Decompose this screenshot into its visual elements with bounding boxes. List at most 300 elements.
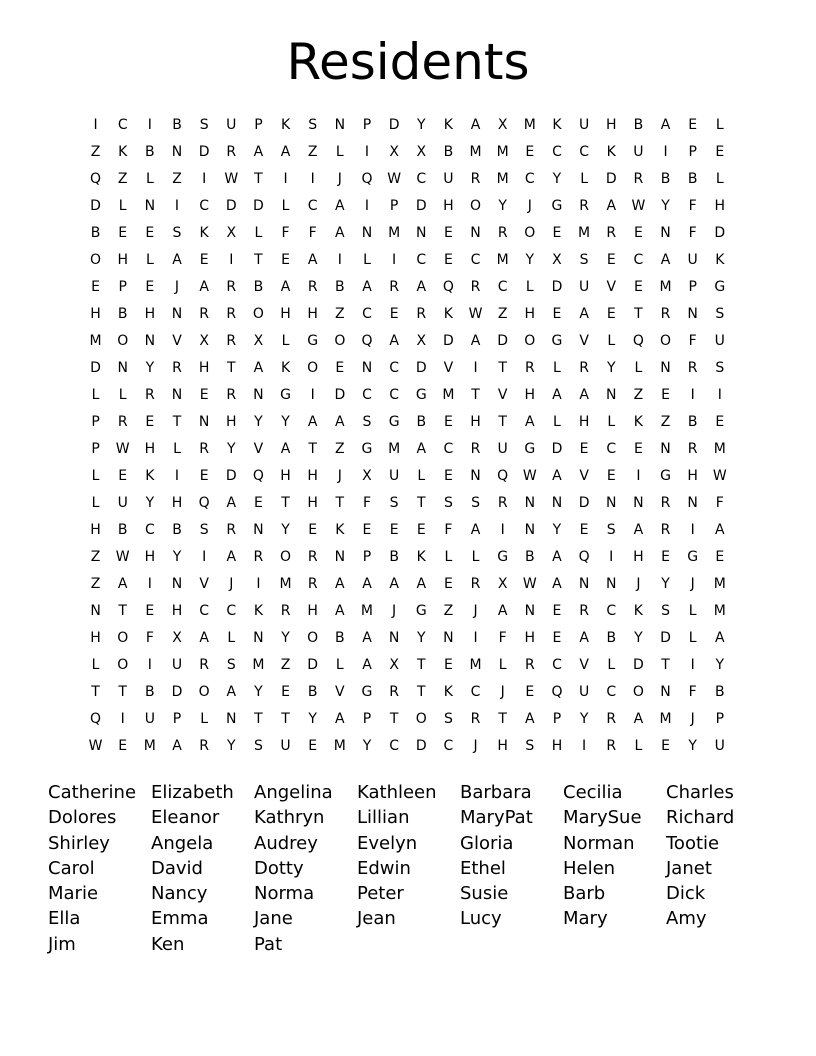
grid-letter: I (690, 522, 695, 538)
grid-letter: H (144, 549, 156, 565)
grid-letter: A (335, 198, 345, 214)
grid-letter: Y (145, 360, 155, 376)
grid-letter: I (93, 117, 98, 133)
grid-letter: O (524, 225, 536, 241)
grid-letter: N (660, 684, 671, 700)
grid-letter: L (91, 387, 100, 403)
grid-letter: K (633, 414, 643, 430)
word-list-item: Helen (563, 857, 616, 879)
grid-letter: D (551, 441, 563, 457)
grid-letter: Y (661, 198, 670, 214)
grid-letter: S (715, 306, 725, 322)
grid-letter: D (714, 225, 726, 241)
grid-letter: L (471, 549, 480, 565)
grid-letter: L (118, 387, 127, 403)
grid-letter: A (470, 522, 481, 538)
grid-letter: R (470, 711, 481, 727)
word-list-item: Norma (254, 883, 315, 905)
grid-letter: Y (579, 711, 589, 727)
grid-letter: A (307, 252, 318, 268)
grid-letter: E (633, 279, 643, 295)
grid-letter: A (117, 576, 128, 592)
grid-letter: U (687, 252, 698, 268)
grid-letter: I (256, 576, 261, 592)
grid-letter: A (362, 279, 372, 295)
grid-letter: L (634, 360, 643, 376)
grid-letter: A (226, 495, 237, 511)
grid-letter: K (118, 144, 128, 160)
grid-letter: S (226, 657, 236, 673)
grid-letter: M (713, 576, 726, 592)
grid-letter: E (145, 414, 155, 430)
grid-letter: A (335, 414, 345, 430)
grid-letter: T (254, 171, 263, 187)
grid-letter: O (252, 306, 264, 322)
grid-letter: I (663, 144, 668, 160)
grid-letter: I (174, 198, 180, 214)
word-list-item: Emma (151, 908, 209, 930)
grid-letter: X (199, 333, 209, 349)
grid-letter: E (552, 630, 562, 646)
grid-letter: A (660, 117, 671, 133)
grid-row (82, 193, 742, 220)
grid-letter: E (606, 468, 616, 484)
grid-letter: E (443, 225, 453, 241)
grid-letter: A (416, 279, 427, 295)
word-list-item: Edwin (357, 857, 411, 879)
grid-letter: A (253, 360, 264, 376)
grid-letter: D (578, 495, 590, 511)
grid-letter: W (115, 549, 130, 565)
grid-letter: B (633, 117, 644, 133)
grid-letter: R (307, 576, 318, 592)
grid-letter: P (254, 117, 263, 133)
grid-letter: E (661, 387, 670, 403)
grid-letter: C (524, 171, 535, 187)
grid-letter: K (633, 603, 643, 619)
grid-letter: F (281, 225, 290, 241)
grid-letter: A (280, 144, 291, 160)
grid-letter: E (552, 603, 562, 619)
grid-letter: J (500, 684, 505, 700)
grid-letter: D (551, 279, 563, 295)
grid-letter: E (91, 279, 100, 295)
grid-letter: C (389, 387, 399, 403)
grid-letter: J (229, 576, 234, 592)
grid-letter: I (392, 252, 397, 268)
grid-letter: R (497, 225, 508, 241)
grid-letter: N (660, 441, 671, 457)
word-list-item: MarySue (563, 807, 642, 829)
grid-letter: Q (361, 171, 373, 187)
grid-letter: X (416, 333, 427, 349)
grid-letter: C (117, 117, 128, 133)
grid-letter: N (524, 495, 536, 511)
grid-letter: Z (335, 306, 345, 322)
grid-letter: U (171, 657, 183, 673)
grid-letter: C (443, 738, 454, 754)
grid-letter: K (606, 144, 616, 160)
grid-letter: A (172, 252, 182, 268)
grid-letter: F (308, 225, 317, 241)
grid-letter: Z (172, 171, 182, 187)
grid-letter: U (578, 684, 590, 700)
grid-letter: I (364, 198, 370, 214)
grid-letter: I (174, 468, 180, 484)
grid-letter: U (443, 171, 454, 187)
grid-letter: Y (226, 738, 236, 754)
grid-row (82, 220, 742, 247)
grid-row (82, 706, 742, 733)
grid-letter: Z (335, 441, 345, 457)
grid-letter: L (607, 333, 616, 349)
grid-letter: G (551, 198, 563, 214)
grid-letter: L (91, 495, 100, 511)
grid-letter: M (360, 603, 374, 619)
grid-letter: S (661, 603, 670, 619)
grid-letter: V (335, 684, 345, 700)
grid-letter: E (715, 414, 725, 430)
grid-letter: E (253, 495, 263, 511)
grid-letter: B (335, 630, 345, 646)
grid-letter: S (199, 117, 209, 133)
grid-letter: M (659, 711, 672, 727)
word-list (48, 780, 778, 957)
grid-letter: Z (660, 414, 671, 430)
grid-letter: K (552, 117, 562, 133)
grid-letter: A (579, 306, 589, 322)
grid-letter: A (470, 333, 481, 349)
grid-letter: N (470, 468, 481, 484)
grid-row (82, 463, 742, 490)
grid-letter: W (631, 198, 646, 214)
grid-letter: E (552, 306, 562, 322)
grid-letter: G (714, 279, 726, 295)
grid-letter: K (416, 549, 426, 565)
grid-letter: N (334, 549, 346, 565)
word-list-item: Jim (48, 933, 76, 955)
grid-letter: D (307, 657, 319, 673)
grid-letter: L (91, 657, 100, 673)
grid-letter: R (226, 306, 237, 322)
grid-letter: C (470, 252, 481, 268)
grid-letter: L (281, 198, 290, 214)
grid-letter: A (552, 468, 562, 484)
grid-letter: T (308, 441, 317, 457)
grid-letter: R (660, 522, 671, 538)
grid-letter: B (416, 414, 427, 430)
word-list-item: Lillian (357, 807, 410, 829)
grid-letter: E (118, 738, 128, 754)
grid-letter: Y (416, 117, 426, 133)
grid-letter: O (117, 333, 129, 349)
grid-letter: Z (497, 306, 508, 322)
grid-letter: L (145, 171, 154, 187)
grid-letter: H (144, 306, 156, 322)
grid-letter: L (553, 414, 561, 430)
word-list-item: Tootie (666, 832, 720, 854)
grid-letter: C (606, 684, 617, 700)
grid-row (82, 166, 742, 193)
grid-letter: A (525, 414, 535, 430)
grid-letter: U (388, 468, 400, 484)
word-list-item: Elizabeth (151, 782, 234, 803)
grid-letter: N (578, 576, 590, 592)
word-list-item: Kathryn (254, 807, 325, 829)
grid-letter: O (117, 630, 129, 646)
grid-letter: S (199, 522, 209, 538)
grid-letter: P (715, 711, 725, 727)
page-title: Residents (286, 33, 530, 91)
grid-letter: K (335, 522, 345, 538)
grid-letter: C (497, 279, 508, 295)
grid-letter: L (688, 630, 697, 646)
grid-letter: I (717, 387, 722, 403)
grid-letter: C (443, 441, 454, 457)
grid-letter: L (634, 738, 643, 754)
grid-letter: D (198, 144, 210, 160)
grid-letter: E (443, 576, 453, 592)
grid-letter: J (473, 738, 478, 754)
grid-letter: M (523, 117, 536, 133)
grid-letter: N (606, 495, 617, 511)
grid-letter: H (307, 468, 318, 484)
grid-letter: C (389, 360, 399, 376)
word-list-item: Audrey (254, 832, 318, 854)
grid-letter: Y (525, 252, 535, 268)
grid-letter: E (335, 360, 345, 376)
grid-letter: L (145, 252, 154, 268)
grid-letter: Z (90, 549, 101, 565)
grid-letter: L (227, 630, 236, 646)
grid-letter: F (688, 684, 697, 700)
grid-letter: K (199, 225, 209, 241)
grid-letter: O (90, 252, 102, 268)
grid-letter: N (416, 225, 427, 241)
grid-letter: I (310, 387, 315, 403)
grid-letter: L (335, 657, 344, 673)
grid-letter: C (416, 252, 427, 268)
grid-letter: D (605, 171, 617, 187)
grid-letter: T (118, 603, 127, 619)
grid-letter: U (117, 495, 128, 511)
grid-letter: A (226, 684, 237, 700)
grid-letter: H (171, 603, 183, 619)
grid-letter: N (361, 360, 373, 376)
grid-letter: M (442, 387, 455, 403)
grid-letter: Y (281, 414, 290, 430)
grid-letter: H (524, 630, 536, 646)
grid-letter: J (690, 711, 695, 727)
grid-letter: Y (416, 630, 426, 646)
grid-letter: G (524, 441, 536, 457)
grid-letter: J (337, 468, 342, 484)
grid-letter: T (389, 711, 399, 727)
grid-letter: L (688, 603, 697, 619)
word-list-item: Amy (666, 908, 707, 930)
grid-letter: H (90, 522, 101, 538)
grid-letter: R (199, 738, 209, 754)
grid-letter: U (578, 117, 590, 133)
grid-letter: C (199, 603, 210, 619)
grid-letter: O (198, 684, 210, 700)
grid-letter: X (416, 144, 427, 160)
grid-letter: T (335, 495, 345, 511)
grid-letter: A (633, 711, 644, 727)
grid-letter: H (226, 414, 237, 430)
grid-letter: O (307, 360, 319, 376)
grid-row (82, 544, 742, 571)
grid-letter: Q (497, 468, 509, 484)
grid-letter: U (578, 279, 590, 295)
grid-letter: G (361, 684, 373, 700)
grid-letter: O (117, 657, 129, 673)
grid-letter: L (118, 198, 127, 214)
grid-letter: Z (443, 603, 454, 619)
grid-row (82, 436, 742, 463)
grid-letter: W (88, 738, 103, 754)
grid-letter: L (281, 333, 290, 349)
grid-letter: I (690, 657, 695, 673)
grid-letter: H (605, 117, 617, 133)
grid-letter: R (606, 711, 617, 727)
grid-letter: L (715, 117, 724, 133)
grid-letter: I (310, 171, 315, 187)
grid-letter: Y (145, 495, 155, 511)
grid-letter: V (443, 360, 454, 376)
grid-letter: C (470, 684, 481, 700)
grid-letter: V (172, 333, 182, 349)
grid-letter: Y (254, 684, 263, 700)
grid-letter: K (443, 117, 453, 133)
grid-letter: U (714, 333, 725, 349)
grid-letter: P (172, 711, 182, 727)
grid-letter: N (226, 711, 237, 727)
grid-letter: Y (661, 576, 670, 592)
grid-letter: R (226, 387, 237, 403)
grid-letter: R (280, 603, 291, 619)
grid-letter: L (363, 252, 371, 268)
grid-letter: N (660, 360, 671, 376)
word-list-item: Gloria (460, 832, 514, 854)
grid-letter: Y (281, 522, 290, 538)
grid-row (82, 733, 742, 760)
grid-letter: N (117, 360, 128, 376)
grid-letter: D (415, 360, 427, 376)
grid-letter: R (226, 522, 237, 538)
grid-letter: P (362, 549, 372, 565)
word-list-item: Carol (48, 857, 95, 879)
grid-letter: B (335, 279, 345, 295)
grid-letter: F (362, 495, 371, 511)
grid-letter: A (307, 414, 318, 430)
grid-letter: D (225, 198, 237, 214)
grid-letter: R (606, 738, 617, 754)
grid-letter: C (144, 522, 155, 538)
grid-letter: I (582, 738, 587, 754)
grid-letter: R (470, 171, 481, 187)
grid-row (82, 328, 742, 355)
grid-letter: L (607, 657, 616, 673)
grid-row (82, 490, 742, 517)
grid-letter: Y (715, 657, 725, 673)
grid-letter: E (145, 225, 155, 241)
grid-letter: Y (634, 630, 643, 646)
grid-letter: A (660, 252, 671, 268)
grid-row (82, 679, 742, 706)
grid-letter: K (253, 603, 263, 619)
grid-letter: R (307, 549, 318, 565)
grid-letter: F (688, 198, 697, 214)
grid-letter: B (307, 684, 318, 700)
grid-letter: C (606, 603, 617, 619)
grid-letter: B (172, 117, 182, 133)
grid-letter: H (280, 468, 291, 484)
grid-letter: C (552, 657, 562, 673)
grid-letter: A (172, 738, 182, 754)
grid-letter: Z (307, 144, 318, 160)
grid-letter: X (253, 333, 264, 349)
grid-letter: I (147, 117, 152, 133)
grid-letter: N (144, 333, 156, 349)
grid-letter: H (687, 468, 698, 484)
grid-letter: H (307, 495, 318, 511)
grid-letter: B (172, 522, 182, 538)
word-list-item: Peter (357, 883, 404, 905)
grid-letter: M (388, 441, 401, 457)
grid-letter: B (715, 684, 725, 700)
grid-letter: N (361, 225, 373, 241)
grid-row (82, 598, 742, 625)
grid-letter: N (171, 387, 183, 403)
grid-letter: S (715, 360, 725, 376)
word-list-item: Barbara (460, 782, 532, 803)
grid-letter: A (579, 630, 589, 646)
grid-letter: R (307, 279, 318, 295)
grid-letter: I (120, 711, 125, 727)
grid-letter: Q (90, 171, 102, 187)
grid-letter: E (606, 306, 616, 322)
grid-letter: Q (632, 333, 644, 349)
grid-letter: V (199, 576, 209, 592)
grid-letter: D (388, 117, 400, 133)
grid-letter: H (524, 306, 536, 322)
grid-letter: P (552, 711, 562, 727)
grid-letter: X (172, 630, 182, 646)
grid-letter: O (415, 711, 427, 727)
grid-letter: E (118, 468, 128, 484)
grid-letter: Z (90, 144, 101, 160)
grid-letter: T (416, 495, 426, 511)
grid-letter: M (333, 738, 346, 754)
grid-letter: N (171, 306, 183, 322)
grid-letter: D (253, 198, 264, 214)
grid-letter: A (226, 549, 237, 565)
word-list-item: Janet (666, 857, 712, 879)
grid-letter: K (280, 117, 291, 133)
grid-letter: I (609, 549, 614, 565)
grid-letter: R (524, 657, 535, 673)
grid-letter: D (443, 333, 454, 349)
grid-letter: X (497, 117, 508, 133)
grid-letter: V (253, 441, 264, 457)
grid-letter: A (253, 144, 264, 160)
word-list-item: Cecilia (563, 782, 623, 803)
grid-letter: T (254, 252, 263, 268)
letter-grid (82, 112, 742, 760)
grid-letter: V (579, 333, 589, 349)
word-list-item: Eleanor (151, 807, 220, 829)
